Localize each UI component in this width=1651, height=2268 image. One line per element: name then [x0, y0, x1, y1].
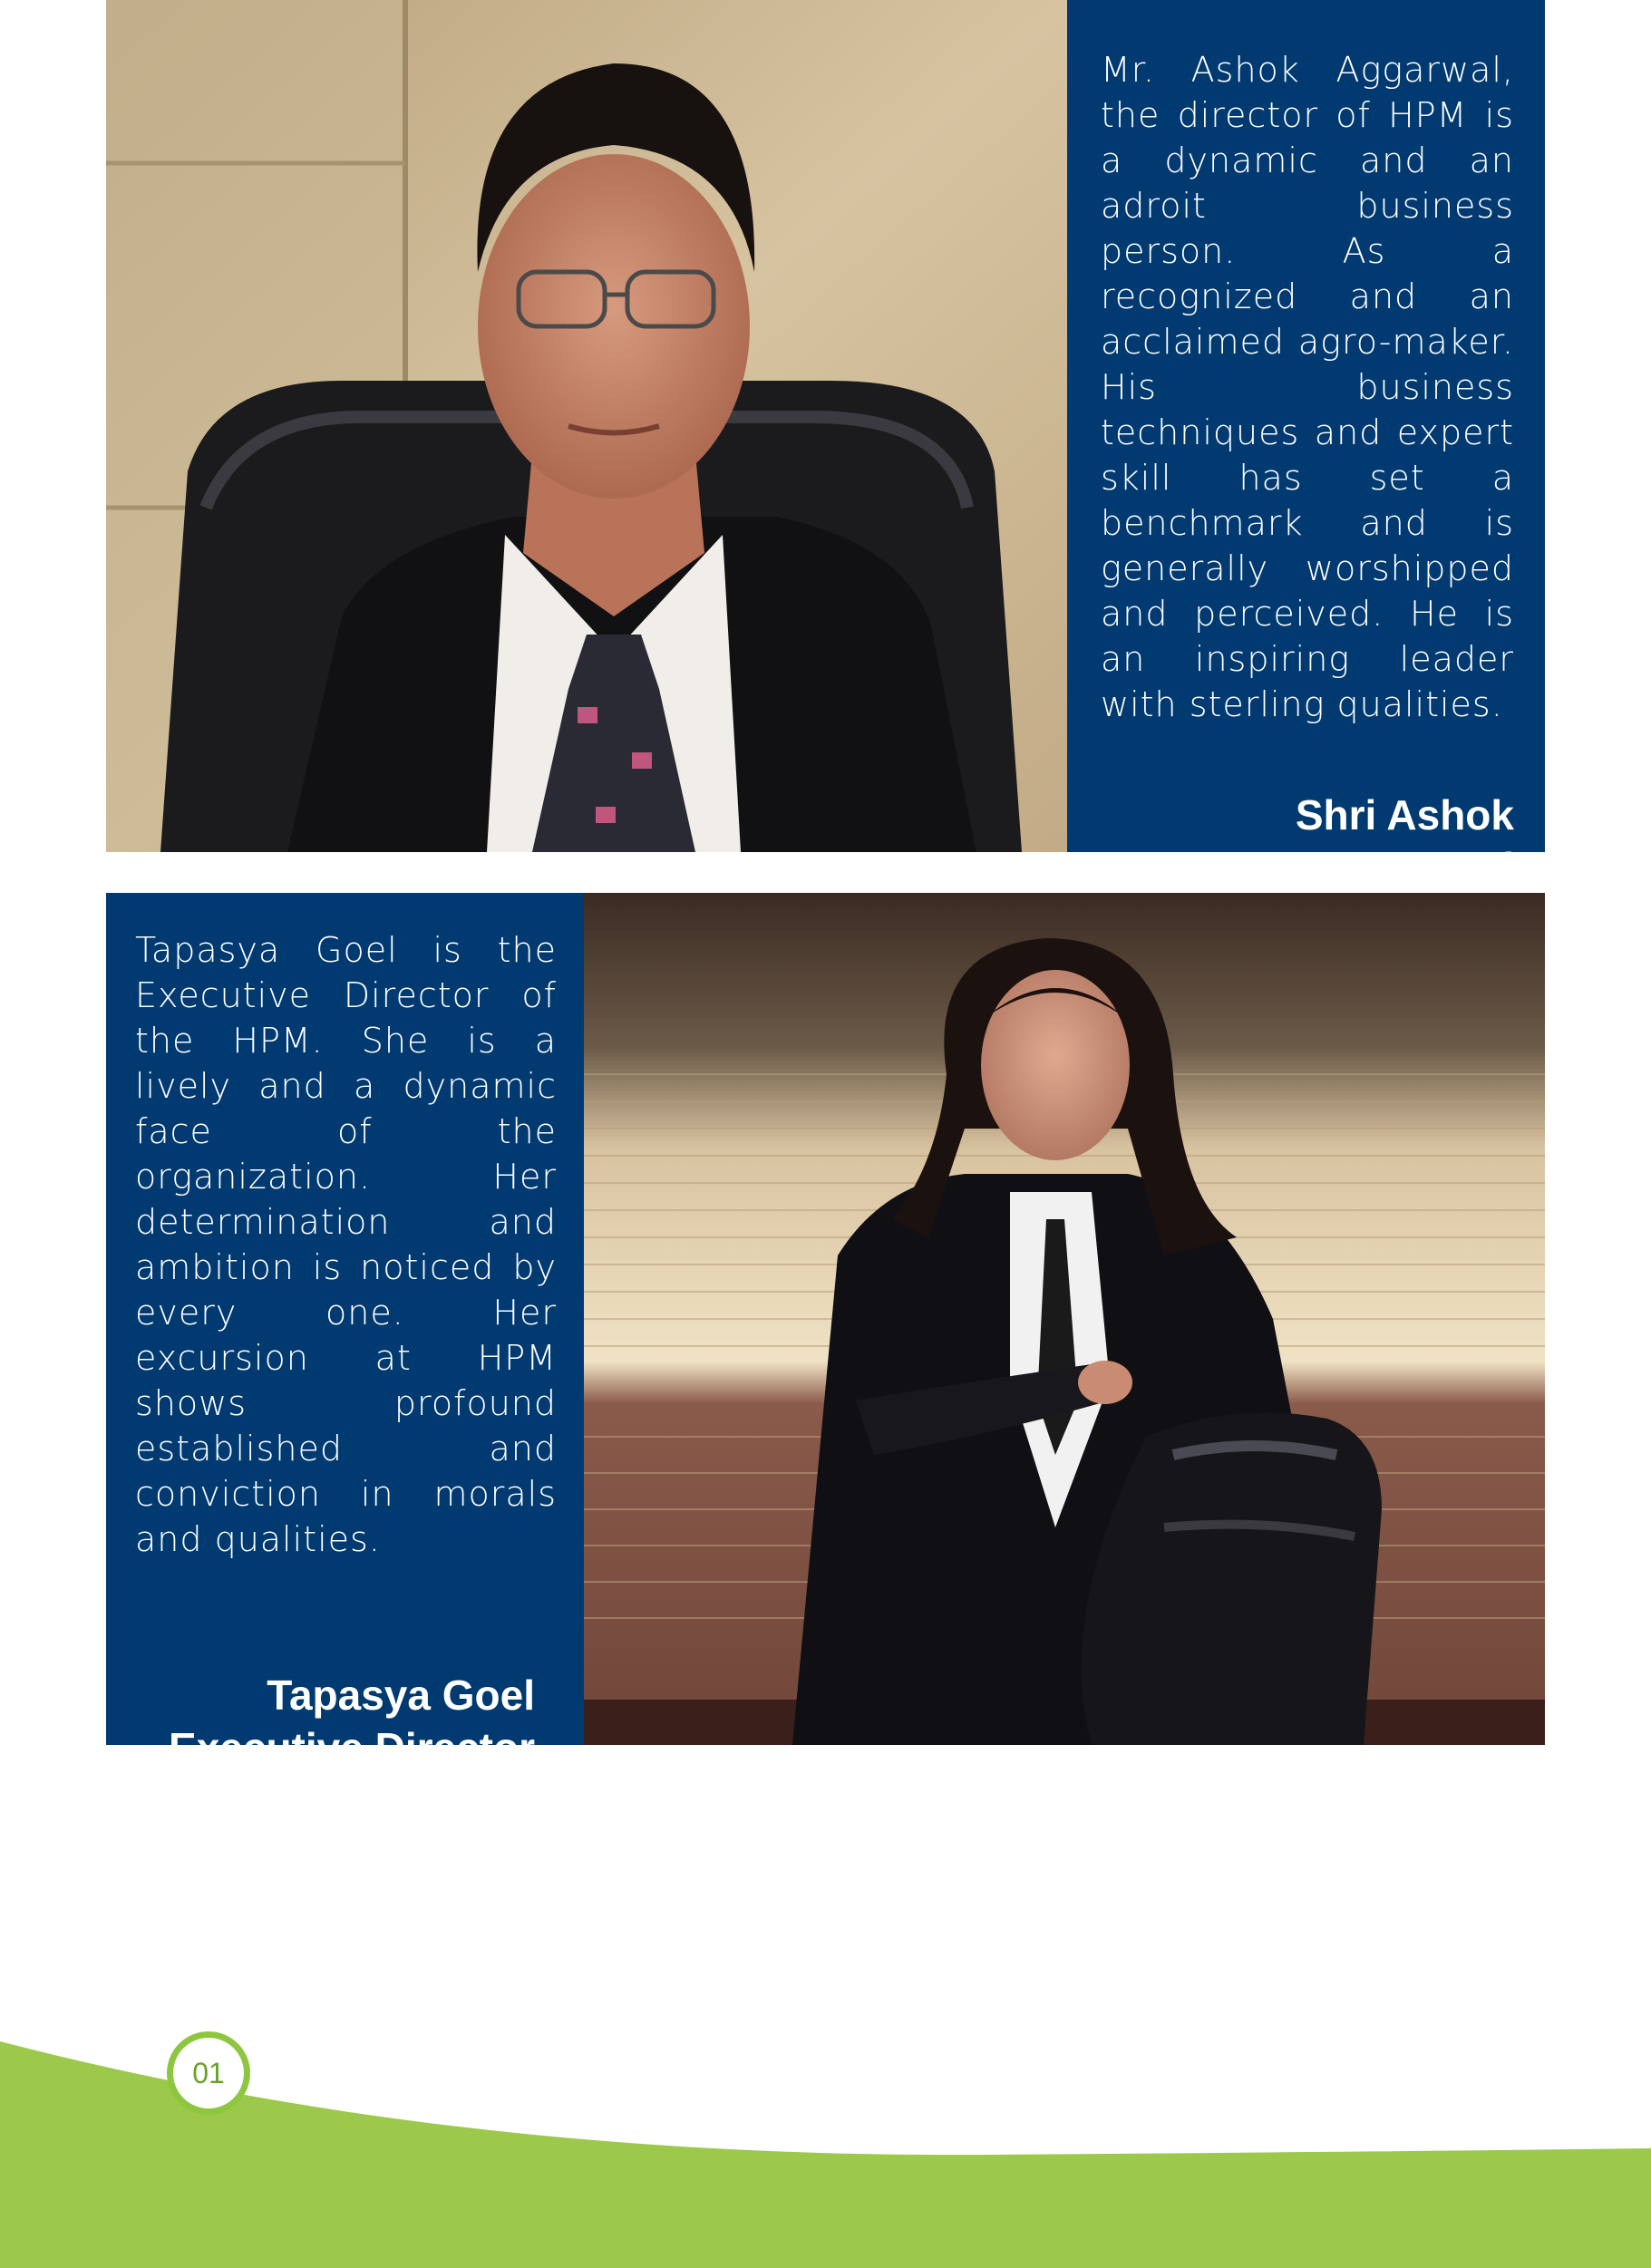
- page-number-badge: [167, 2031, 250, 2115]
- executive-name: Tapasya Goel: [267, 1672, 535, 1719]
- chairman-photo: [106, 0, 1067, 852]
- executive-title: Executive Director: [169, 1724, 535, 1771]
- executive-panel: [106, 893, 584, 1771]
- chairman-bio: Mr. Ashok Aggarwal, the director of HPM is a dynamic and an adroit business person. As a recognized and an acclaimed agro-maker. His business techniques and expert skill has set a benchmark and is generally worshipped and perceived. He is an inspiring leader with sterling qualities.: [1101, 50, 1514, 724]
- chairman-panel: [1067, 0, 1545, 891]
- executive-bio: Tapasya Goel is the Executive Director of the HPM. She is a lively and a dynamic face of the organization. Her determination and ambition is noticed by every one. Her excursion at HPM shows profound established and conviction in morals and qualities.: [135, 930, 557, 1559]
- footer-wave: [0, 1942, 1651, 2268]
- chairman-name: Shri Ashok Aggarwal: [1295, 791, 1514, 891]
- page-number: 01: [192, 2056, 225, 2089]
- executive-signature: [135, 1669, 557, 1774]
- executive-photo: [584, 893, 1545, 1745]
